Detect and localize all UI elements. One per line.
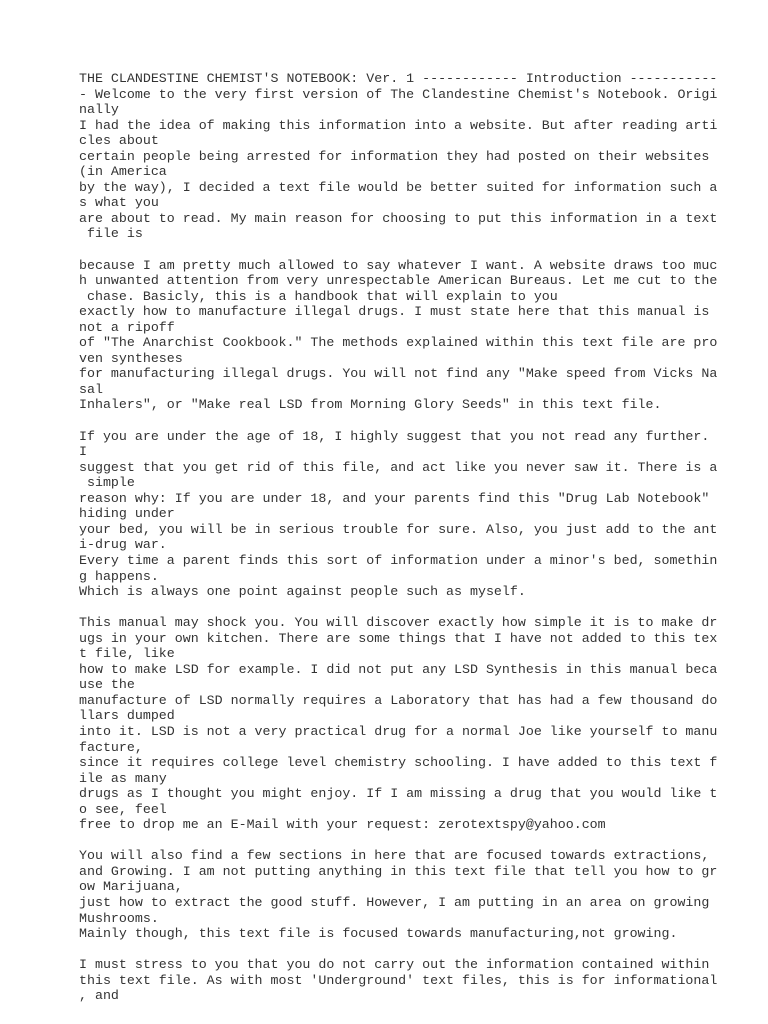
text-line: Mushrooms. <box>79 910 159 926</box>
text-line: (in America <box>79 164 167 180</box>
text-line: use the <box>79 677 135 693</box>
text-line: of "The Anarchist Cookbook." The methods explained within this text file are pro <box>79 335 718 351</box>
text-line: cles about <box>79 133 159 149</box>
text-line: g happens. <box>79 568 159 584</box>
text-line: into it. LSD is not a very practical drug for a normal Joe like yourself to manu <box>79 723 718 739</box>
text-line: I <box>79 444 87 460</box>
text-line: ugs in your own kitchen. There are some things that I have not added to this tex <box>79 630 718 646</box>
text-line: i-drug war. <box>79 537 167 553</box>
text-line: just how to extract the good stuff. However, I am putting in an area on growing <box>79 894 710 910</box>
text-line: free to drop me an E-Mail with your request: zerotextspy@yahoo.com <box>79 817 606 833</box>
text-line <box>79 942 768 958</box>
text-line: suggest that you get rid of this file, and act like you never saw it. There is a <box>79 459 718 475</box>
text-line: If you are under the age of 18, I highly suggest that you not read any further. <box>79 428 710 444</box>
text-line: manufacture of LSD normally requires a Laboratory that has had a few thousand do <box>79 692 718 708</box>
text-line: I had the idea of making this information into a website. But after reading arti <box>79 117 718 133</box>
text-line: t file, like <box>79 646 175 662</box>
text-line: llars dumped <box>79 708 175 724</box>
text-line: ow Marijuana, <box>79 879 183 895</box>
text-line: since it requires college level chemistry schooling. I have added to this text f <box>79 755 718 771</box>
text-line: I must stress to you that you do not carry out the information contained within <box>79 957 710 973</box>
text-line: certain people being arrested for information they had posted on their websites <box>79 148 710 164</box>
text-line: This manual may shock you. You will discover exactly how simple it is to make dr <box>79 615 718 631</box>
text-line <box>79 600 768 616</box>
text-line: this text file. As with most 'Underground' text files, this is for informational <box>79 972 718 988</box>
document-page <box>79 71 768 1004</box>
text-line: Inhalers", or "Make real LSD from Morning Glory Seeds" in this text file. <box>79 397 662 413</box>
text-line: o see, feel <box>79 801 167 817</box>
text-line: exactly how to manufacture illegal drugs. I must state here that this manual is <box>79 304 710 320</box>
text-line: your bed, you will be in serious trouble for sure. Also, you just add to the ant <box>79 521 718 537</box>
text-line: ile as many <box>79 770 167 786</box>
text-line: sal <box>79 381 103 397</box>
text-line: reason why: If you are under 18, and your parents find this "Drug Lab Notebook" <box>79 490 710 506</box>
text-line: s what you <box>79 195 159 211</box>
text-line: Which is always one point against people such as myself. <box>79 584 526 600</box>
text-line: - Welcome to the very first version of The Clandestine Chemist's Notebook. Origi <box>79 86 718 102</box>
text-line: You will also find a few sections in here that are focused towards extractions, <box>79 848 710 864</box>
text-line: , and <box>79 988 119 1004</box>
text-line <box>79 413 768 429</box>
text-line: Every time a parent finds this sort of information under a minor's bed, somethin <box>79 552 718 568</box>
text-line <box>79 242 768 258</box>
text-line: ven syntheses <box>79 350 183 366</box>
text-line: Mainly though, this text file is focused towards manufacturing,not growing. <box>79 926 678 942</box>
text-line: by the way), I decided a text file would be better suited for information such a <box>79 179 718 195</box>
text-line: facture, <box>79 739 143 755</box>
text-line: simple <box>79 475 135 491</box>
text-line: nally <box>79 102 119 118</box>
text-line: are about to read. My main reason for choosing to put this information in a text <box>79 210 718 226</box>
text-line: hiding under <box>79 506 175 522</box>
text-line: for manufacturing illegal drugs. You will not find any "Make speed from Vicks Na <box>79 366 718 382</box>
text-line: because I am pretty much allowed to say whatever I want. A website draws too muc <box>79 257 718 273</box>
text-line: drugs as I thought you might enjoy. If I am missing a drug that you would like t <box>79 786 718 802</box>
text-line: THE CLANDESTINE CHEMIST'S NOTEBOOK: Ver. 1 ------------ Introduction ----------- <box>79 71 718 86</box>
text-line: chase. Basicly, this is a handbook that will explain to you <box>79 288 558 304</box>
text-line: not a ripoff <box>79 319 175 335</box>
text-line: how to make LSD for example. I did not put any LSD Synthesis in this manual beca <box>79 661 718 677</box>
text-line: and Growing. I am not putting anything in this text file that tell you how to gr <box>79 863 718 879</box>
text-line <box>79 833 768 849</box>
text-line: h unwanted attention from very unrespectable American Bureaus. Let me cut to the <box>79 273 718 289</box>
text-line: file is <box>79 226 143 242</box>
